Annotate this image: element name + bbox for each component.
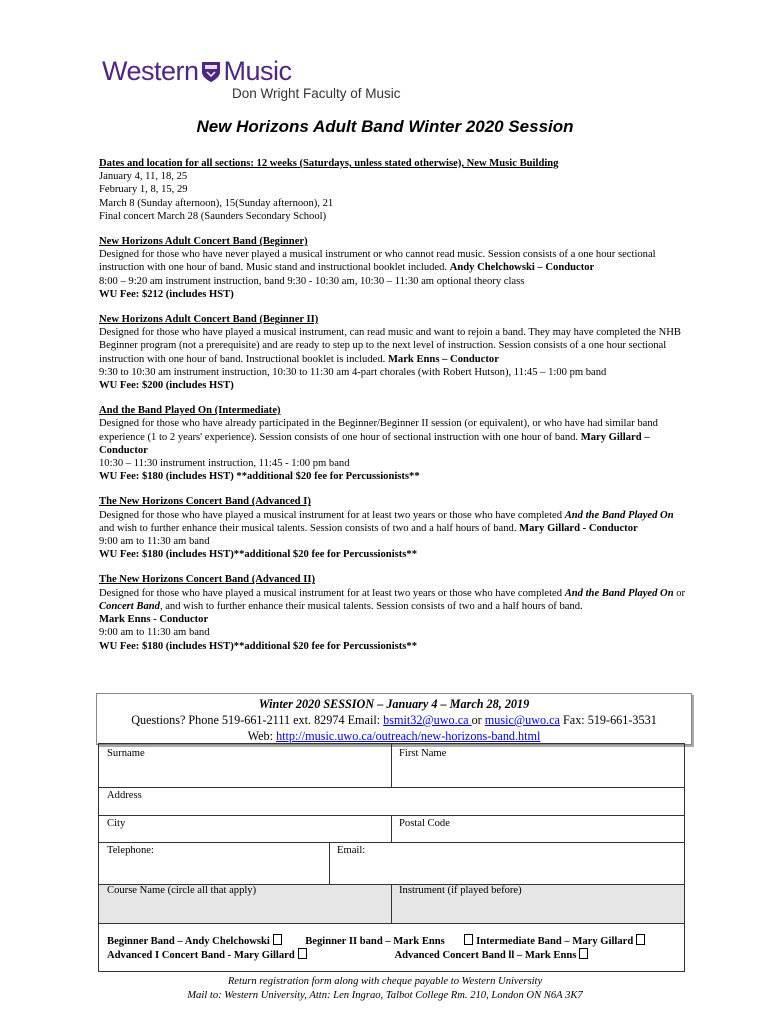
section-intermediate — [99, 404, 689, 483]
city-field[interactable]: City — [107, 818, 126, 829]
section-heading: New Horizons Adult Concert Band (Beginner II) — [99, 314, 319, 326]
option-advanced-1[interactable]: Advanced I Concert Band - Mary Gillard — [107, 950, 307, 961]
checkbox-icon[interactable] — [464, 934, 473, 945]
checkbox-icon[interactable] — [579, 948, 588, 959]
section-advanced-2 — [99, 573, 689, 652]
session-dates: Winter 2020 SESSION – January 4 – March 28, 2019 — [258, 697, 530, 711]
divider — [391, 815, 392, 842]
section-schedule: 8:00 – 9:20 am instrument instruction, band 9:30 - 10:30 am, 10:30 – 11:30 am optional theory class — [99, 275, 525, 287]
section-description: Designed for those who have played a musical instrument for at least two years or those who have completed And the Band Played On or Concert Band, and wish to further enhance their musical talents. Session consists of two and a half hours of band. — [99, 587, 686, 612]
address-field[interactable]: Address — [107, 790, 142, 801]
section-heading: The New Horizons Concert Band (Advanced I) — [99, 496, 311, 508]
section-fee: WU Fee: $200 (includes HST) — [99, 380, 234, 392]
divider — [329, 842, 330, 884]
section-conductor: Mary Gillard – Conductor — [99, 431, 650, 456]
section-beginner-2 — [99, 313, 689, 392]
section-heading: New Horizons Adult Concert Band (Beginner) — [99, 236, 308, 248]
section-conductor: Mark Enns – Conductor — [387, 353, 499, 365]
surname-field[interactable]: Surname — [107, 748, 145, 759]
course-options-row-1 — [107, 934, 645, 947]
faculty-subtitle: Don Wright Faculty of Music — [232, 86, 401, 101]
section-description: Designed for those who have already participated in the Beginner/Beginner II session (or equivalent), or who have had similar band experience (1 to 2 years' experience). Session consists of one hour of sectional instruction with one hour of band. Mary Gillard – Conductor — [99, 418, 658, 456]
section-schedule: 9:00 am to 11:30 am band — [99, 627, 210, 639]
western-music-logo — [102, 56, 401, 101]
logo-word-music: Music — [223, 56, 292, 86]
divider — [391, 744, 392, 787]
section-fee: WU Fee: $180 (includes HST)**additional $20 fee for Percussionists** — [99, 549, 418, 561]
dates-heading-rest: 12 weeks (Saturdays, unless stated otherwise), New Music Building — [253, 158, 559, 169]
divider — [99, 842, 684, 843]
registration-form — [98, 743, 685, 972]
web-line: Web: http://music.uwo.ca/outreach/new-horizons-band.html — [247, 729, 541, 743]
logo-word-western: Western — [102, 56, 199, 86]
web-link[interactable]: http://music.uwo.ca/outreach/new-horizons-band.html — [276, 729, 541, 743]
footer — [0, 975, 770, 1003]
section-description: Designed for those who have played a musical instrument for at least two years or those who have completed And the Band Played On and wish to further enhance their musical talents. Session consists of two and a half hours of band. Mary Gillard - Conductor — [99, 509, 674, 534]
checkbox-icon[interactable] — [298, 948, 307, 959]
course-name-field[interactable]: Course Name (circle all that apply) — [107, 885, 257, 896]
date-line-february: February 1, 8, 15, 29 — [99, 184, 188, 196]
footer-return-instructions: Return registration form along with cheque payable to Western University — [227, 976, 543, 987]
course-options-row-2 — [107, 948, 588, 961]
date-line-march: March 8 (Sunday afternoon), 15(Sunday afternoon), 21 — [99, 197, 334, 209]
section-description: Designed for those who have played a musical instrument, can read music and want to rejoin a band. They may have completed the NHB Beginner program (not a prerequisite) and are ready to step up to the next level of instruction. Session consists of a one hour sectional instruction with one hour of band. Instructional booklet is included. Mark Enns – Conductor — [99, 327, 681, 365]
dates-heading-label: Dates and location for all sections: — [99, 158, 254, 169]
section-description: Designed for those who have never played a musical instrument or who cannot read music. Session consists of a one hour sectional instruction with one hour of band. Music stand and instructional booklet included. Andy Chelchowski – Conductor — [99, 249, 656, 274]
section-schedule: 9:30 to 10:30 am instrument instruction, 10:30 to 11:30 am 4-part chorales (with Robert Hutson), 11:45 – 1:00 pm band — [99, 366, 607, 378]
section-fee: WU Fee: $180 (includes HST)**additional $20 fee for Percussionists** — [99, 640, 418, 652]
date-line-january: January 4, 11, 18, 25 — [99, 171, 188, 183]
dates-heading — [99, 157, 689, 170]
section-conductor: Andy Chelchowski – Conductor — [449, 262, 595, 274]
date-line-final-concert: Final concert March 28 (Saunders Secondary School) — [99, 210, 327, 222]
option-advanced-2[interactable]: Advanced Concert Band ll – Mark Enns — [394, 950, 588, 961]
divider — [99, 923, 684, 924]
section-conductor: Mary Gillard - Conductor — [519, 522, 638, 534]
contact-line: Questions? Phone 519-661-2111 ext. 82974 Email: bsmit32@uwo.ca or music@uwo.ca Fax: 519-661-3531 — [131, 713, 657, 727]
email-link-music[interactable]: music@uwo.ca — [484, 713, 560, 727]
option-beginner-2[interactable]: Beginner II band – Mark Enns — [305, 936, 445, 947]
postal-code-field[interactable]: Postal Code — [399, 818, 450, 829]
section-heading: And the Band Played On (Intermediate) — [99, 405, 281, 417]
section-fee: WU Fee: $212 (includes HST) — [99, 288, 234, 300]
instrument-field[interactable]: Instrument (if played before) — [399, 885, 522, 896]
divider — [391, 884, 392, 923]
section-schedule: 10:30 – 11:30 instrument instruction, 11:45 - 1:00 pm band — [99, 458, 350, 470]
option-intermediate[interactable]: Intermediate Band – Mary Gillard — [464, 936, 645, 947]
session-content — [99, 157, 689, 653]
footer-mailing-address: Mail to: Western University, Attn: Len Ingrao, Talbot College Rm. 210, London ON N6A 3K7 — [187, 990, 583, 1001]
option-beginner[interactable]: Beginner Band – Andy Chelchowski — [107, 936, 282, 947]
section-heading: The New Horizons Concert Band (Advanced II) — [99, 574, 315, 586]
section-conductor: Mark Enns - Conductor — [99, 614, 209, 626]
section-advanced-1 — [99, 495, 689, 561]
first-name-field[interactable]: First Name — [399, 748, 447, 759]
section-beginner — [99, 235, 689, 301]
email-field[interactable]: Email: — [337, 845, 366, 856]
divider — [99, 787, 684, 788]
section-fee: WU Fee: $180 (includes HST) **additional $20 fee for Percussionists** — [99, 471, 420, 483]
western-crest-icon — [201, 61, 221, 83]
page-title: New Horizons Adult Band Winter 2020 Session — [196, 117, 574, 136]
checkbox-icon[interactable] — [636, 934, 645, 945]
telephone-field[interactable]: Telephone: — [107, 845, 154, 856]
section-schedule: 9:00 am to 11:30 am band — [99, 536, 210, 548]
email-link-bsmit[interactable]: bsmit32@uwo.ca — [383, 713, 472, 727]
session-info-box — [96, 693, 692, 745]
checkbox-icon[interactable] — [273, 934, 282, 945]
